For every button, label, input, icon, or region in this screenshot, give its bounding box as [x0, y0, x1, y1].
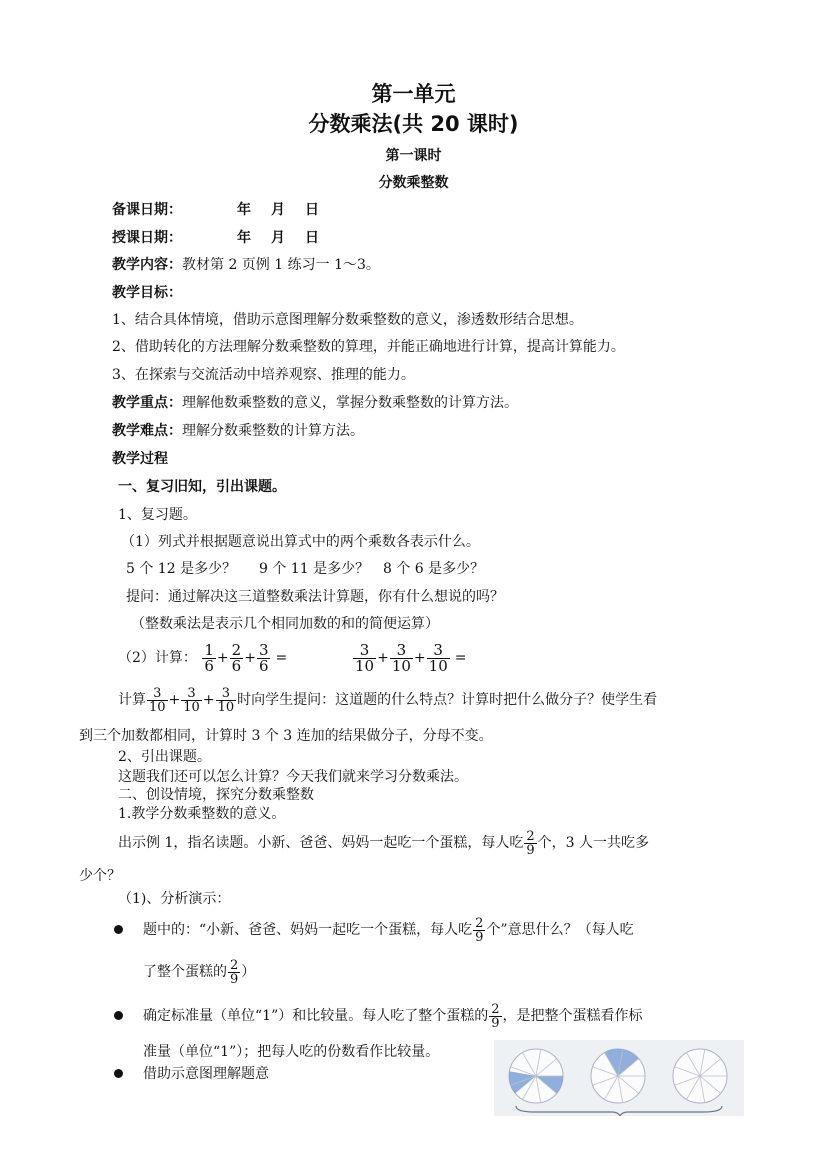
cake-pie-3: [673, 1049, 727, 1103]
bullet-3: 借助示意图理解题意: [143, 1066, 269, 1082]
topic-title: 分数乘整数: [378, 175, 449, 191]
goal-1: 1、结合具体情境，借助示意图理解分数乘整数的意义，渗透数形结合思想。: [112, 312, 583, 328]
prep-month: 月: [271, 202, 285, 218]
bullet-1: [143, 910, 634, 950]
goal-3: 3、在探索与交流活动中培养观察、推理的能力。: [112, 367, 415, 383]
fraction-3-10: $\frac{3}{10}$: [149, 685, 166, 715]
fraction-3-10: $\frac{3}{10}$: [217, 685, 235, 715]
cake-diagram-svg: [494, 1040, 744, 1116]
content-label: 教学内容：: [112, 257, 182, 273]
cake-pie-2: [591, 1049, 645, 1103]
bullet-2-post: ，是把整个蛋糕看作标: [502, 1008, 643, 1024]
teach-date-label: 授课日期：: [112, 230, 182, 246]
fraction-3-6: $\frac{3}{6}$: [258, 640, 269, 675]
bullet-2: [143, 996, 643, 1036]
section1-review: 1、复习题。: [118, 507, 197, 523]
bullet-icon: [114, 1011, 123, 1020]
fraction-2-9: $\frac{2}{9}$: [491, 1001, 500, 1031]
cake-diagram: [494, 1040, 744, 1116]
goals-label: 教学目标：: [112, 285, 182, 301]
bullet-1-cont: 了整个蛋糕的: [143, 964, 227, 980]
section2-sub: 1.教学分数乘整数的意义。: [118, 806, 286, 822]
goal-2: 2、借助转化的方法理解分数乘整数的算理，并能正确地进行计算，提高计算能力。: [112, 339, 625, 355]
prompt-question: 提问：通过解决这三道整数乘法计算题，你有什么想说的吗？: [126, 589, 504, 605]
equals-sign: =: [275, 650, 288, 666]
prompt-answer: （整数乘法是表示几个相同加数的和的简便运算）: [131, 616, 439, 632]
cake-pie-1: [509, 1049, 563, 1103]
plus-sign: +: [377, 650, 389, 666]
calc-post: 时向学生提问：这道题的什么特点？计算时把什么做分子？使学生看: [237, 692, 658, 708]
section1-intro: 2、引出课题。: [118, 749, 211, 765]
bullet-icon: [114, 925, 123, 934]
fraction-2-6: $\frac{2}{6}$: [231, 640, 242, 675]
calc-continuation: 到三个加数都相同，计算时 3 个 3 连加的结果做分子，分母不变。: [79, 728, 493, 744]
calc-line-2: [352, 636, 466, 680]
question-1: 5 个 12 是多少？: [126, 561, 237, 577]
section1-heading: 一、复习旧知，引出课题。: [118, 479, 286, 495]
example-continuation: 少个？: [79, 868, 121, 884]
fraction-1-6: $\frac{1}{6}$: [204, 640, 214, 675]
calc-label: （2）计算：: [118, 650, 197, 666]
plus-sign: +: [202, 692, 215, 708]
calc-pre: 计算: [118, 692, 146, 708]
section2-heading: 二、创设情境，探究分数乘整数: [118, 787, 314, 803]
unit-title: 第一单元: [371, 82, 456, 106]
calc-description: [118, 680, 657, 720]
plus-sign: +: [244, 650, 256, 666]
teach-month: 月: [271, 230, 285, 246]
fraction-2-9: $\frac{2}{9}$: [230, 957, 239, 987]
prep-date-label: 备课日期：: [112, 202, 182, 218]
teach-day: 日: [305, 230, 319, 246]
key-label: 教学重点：: [112, 395, 182, 411]
lesson-title: 第一课时: [385, 148, 442, 164]
bullet-1-continuation: [143, 952, 255, 992]
equals-sign: =: [454, 650, 467, 666]
example-line: [118, 823, 649, 863]
process-label: 教学过程: [112, 451, 168, 467]
calc-line: [118, 636, 287, 680]
prep-year: 年: [237, 202, 251, 218]
fraction-3-10: $\frac{3}{10}$: [391, 640, 411, 675]
plus-sign: +: [168, 692, 181, 708]
analysis-heading: （1)、分析演示：: [118, 891, 231, 907]
fraction-3-10: $\frac{3}{10}$: [355, 640, 375, 675]
chapter-title: 分数乘法(共 20 课时): [308, 112, 519, 136]
question-3: 8 个 6 是多少？: [383, 561, 485, 577]
difficulty-point: [112, 420, 364, 440]
review-task-1: （1）列式并根据题意说出算式中的两个乘数各表示什么。: [121, 534, 480, 550]
bullet-1-end: ）: [241, 964, 256, 980]
bullet-icon: [114, 1069, 123, 1078]
bullet-2-continuation: 准量（单位“1”）；把每人吃的份数看作比较量。: [143, 1044, 440, 1060]
bullet-1-pre: 题中的：“小新、爸爸、妈妈一起吃一个蛋糕，每人吃: [143, 922, 473, 938]
fraction-3-10: $\frac{3}{10}$: [428, 640, 448, 675]
plus-sign: +: [216, 650, 229, 666]
section1-intro-text: 这题我们还可以怎么计算？今天我们就来学习分数乘法。: [118, 769, 468, 785]
fraction-2-9: $\frac{2}{9}$: [526, 828, 535, 858]
diff-text: 理解分数乘整数的计算方法。: [182, 423, 364, 439]
bullet-1-post: 个”意思什么？（每人吃: [486, 922, 634, 938]
brace-icon: [516, 1106, 722, 1116]
example-post: 个，3 人一共吃多: [537, 835, 649, 851]
example-pre: 出示例 1，指名读题。小新、爸爸、妈妈一起吃一个蛋糕，每人吃: [118, 835, 524, 851]
key-point: [112, 392, 518, 412]
bullet-2-pre: 确定标准量（单位“1”）和比较量。每人吃了整个蛋糕的: [143, 1008, 489, 1024]
diff-label: 教学难点：: [112, 423, 182, 439]
plus-sign: +: [413, 650, 426, 666]
teach-year: 年: [237, 230, 251, 246]
content-text: 教材第 2 页例 1 练习一 1～3。: [182, 257, 380, 273]
prep-day: 日: [305, 202, 319, 218]
question-2: 9 个 11 是多少？: [259, 561, 370, 577]
fraction-3-10: $\frac{3}{10}$: [183, 685, 200, 715]
teaching-content: [112, 254, 380, 274]
fraction-2-9: $\frac{2}{9}$: [475, 915, 484, 945]
key-text: 理解他数乘整数的意义，掌握分数乘整数的计算方法。: [182, 395, 518, 411]
